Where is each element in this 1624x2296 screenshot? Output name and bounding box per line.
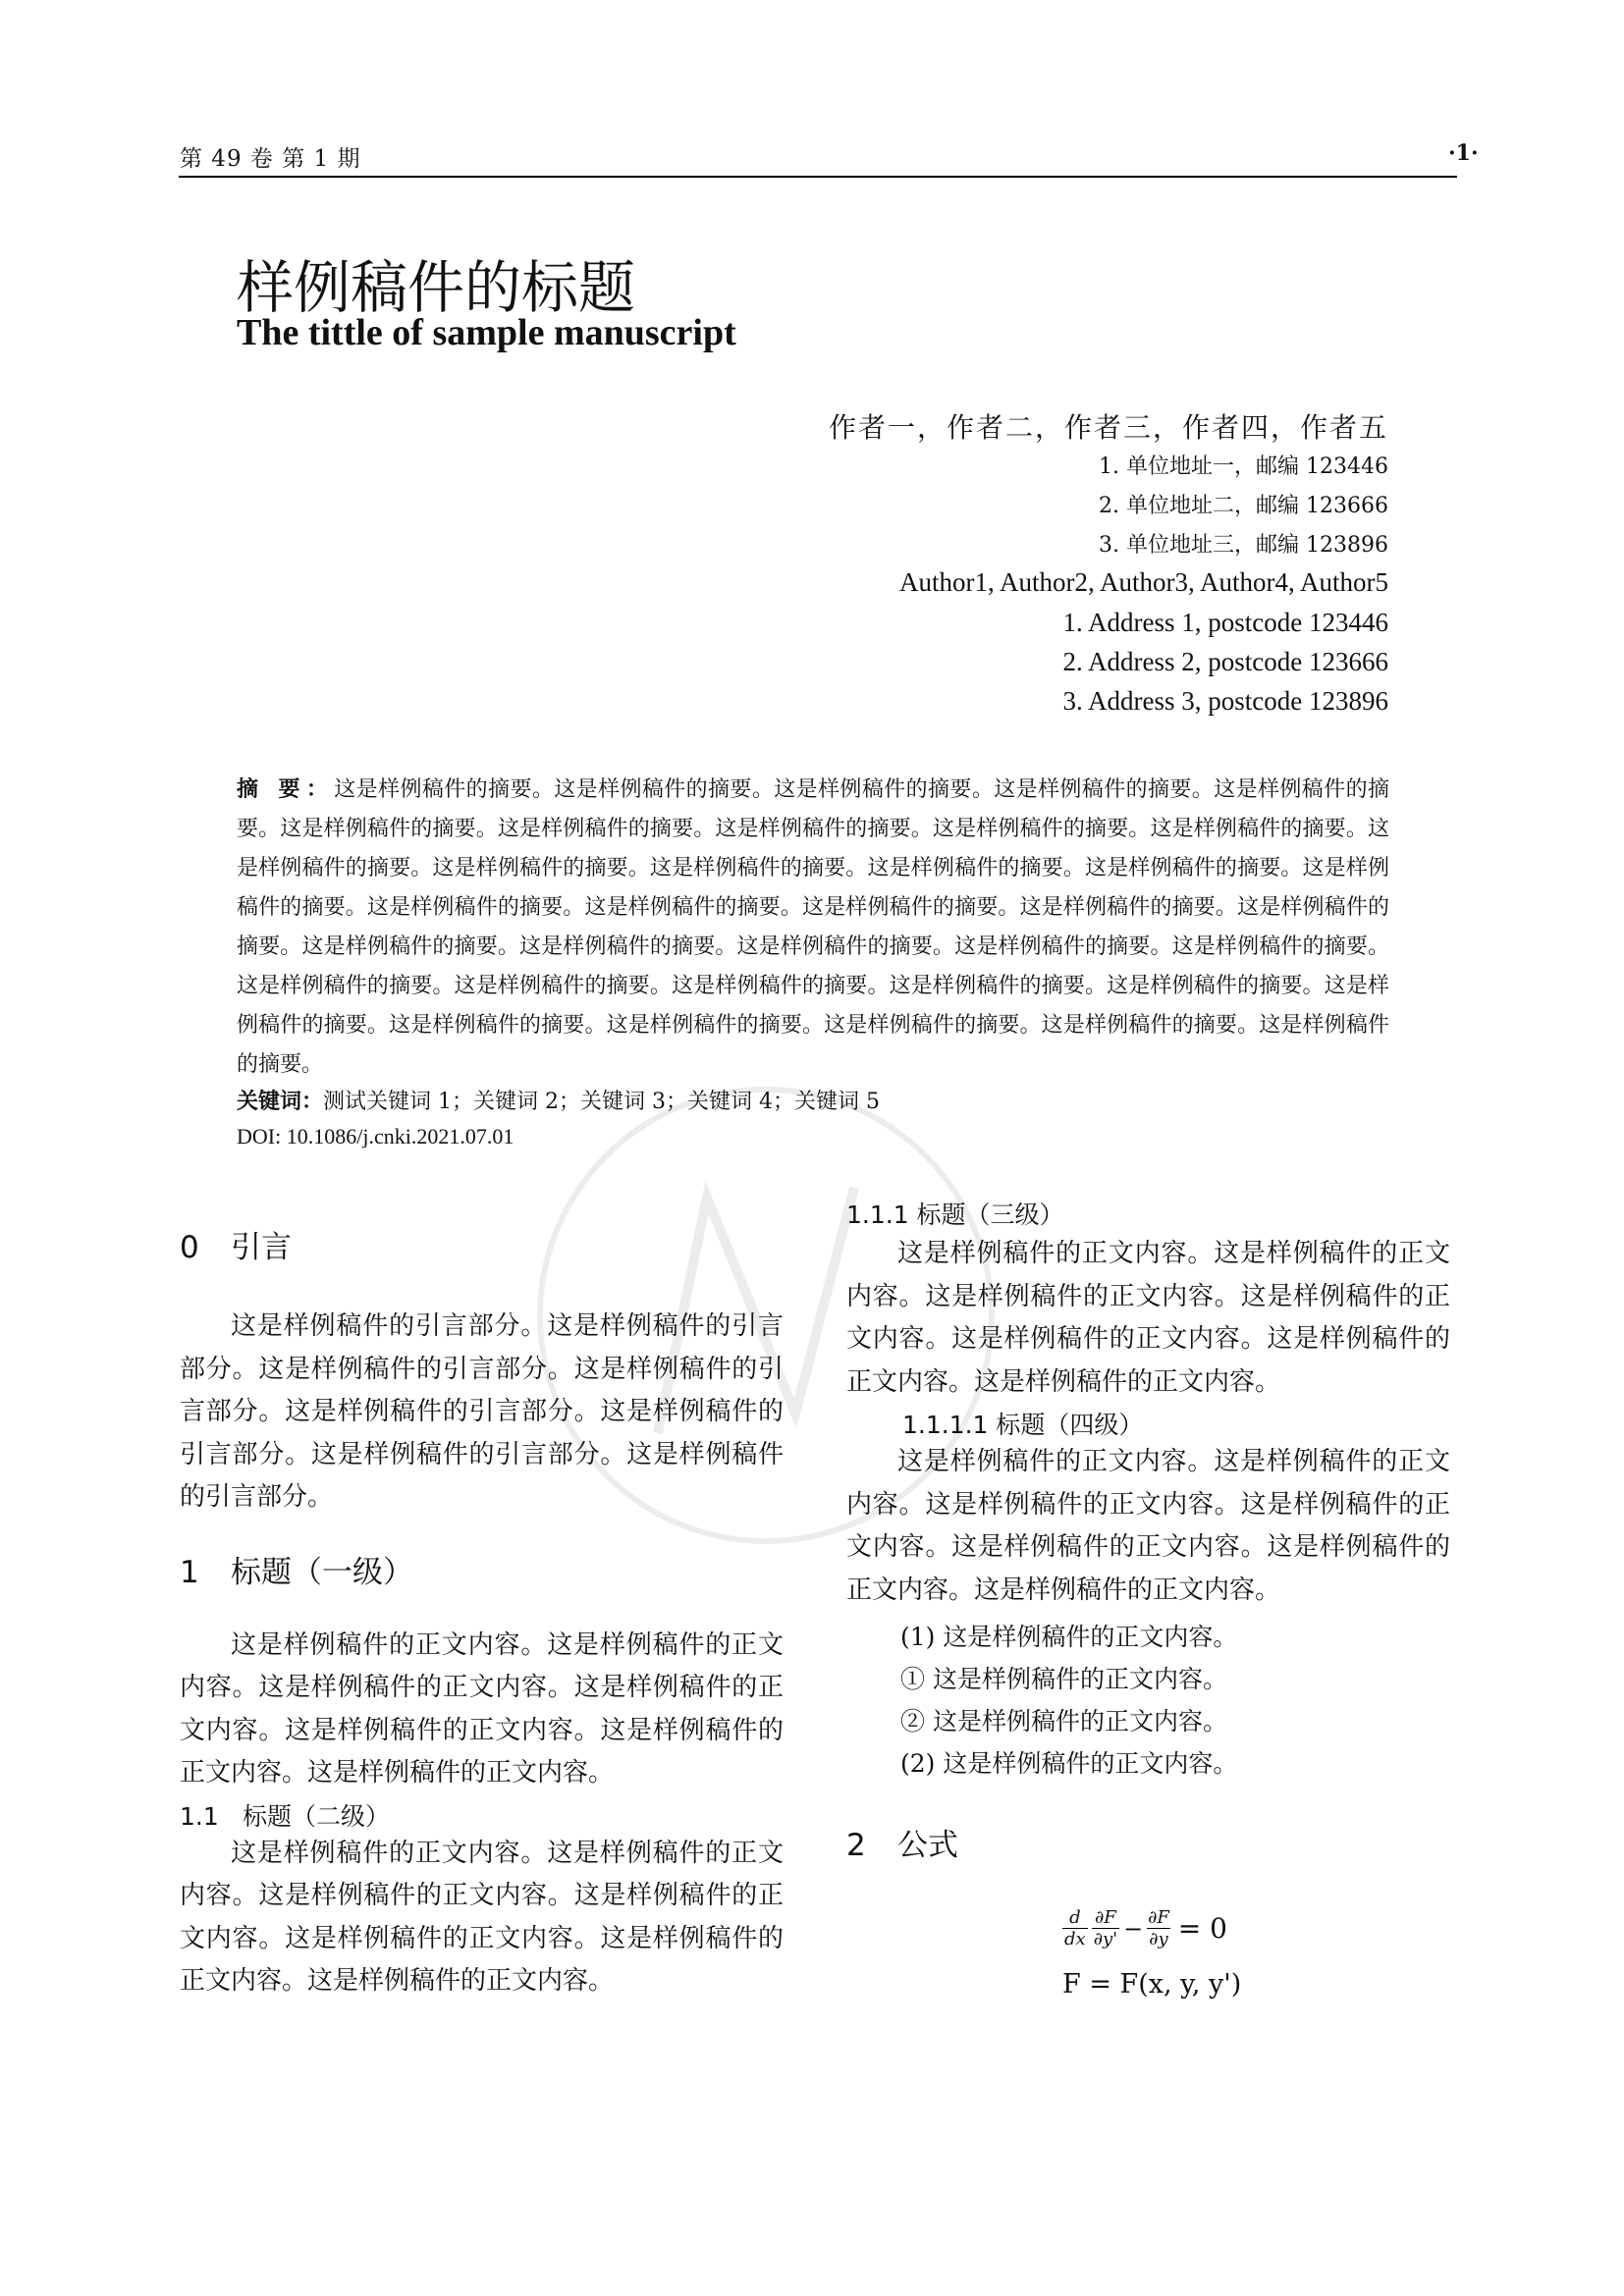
intro-paragraph: 这是样例稿件的引言部分。这是样例稿件的引言部分。这是样例稿件的引言部分。这是样例稿件的引言部分。这是样例稿件的引言部分。这是样例稿件的引言部分。这是样例稿件的引言部分。这是样例稿件的引言部分。 xyxy=(180,1311,784,1512)
right-column xyxy=(846,1196,1450,2000)
paper-title-chinese: 样例稿件的标题 xyxy=(237,254,636,321)
section-number: 0 xyxy=(180,1230,199,1265)
subsection-heading-1-1-1: 1.1.1 标题（三级） xyxy=(846,1201,1064,1229)
keywords xyxy=(237,1085,880,1115)
doi: DOI: 10.1086/j.cnki.2021.07.01 xyxy=(237,1124,514,1148)
keywords-label: 关键词： xyxy=(237,1089,324,1114)
fraction-dF-dy-prime xyxy=(1092,1907,1119,1949)
section-heading-intro xyxy=(180,1222,784,1266)
authors-english: Author1, Author2, Author3, Author4, Author5 xyxy=(899,567,1388,597)
denominator: ∂y xyxy=(1149,1929,1168,1949)
address-en-2: 2. Address 2, postcode 123666 xyxy=(1062,647,1388,676)
section-title: 公式 xyxy=(897,1828,958,1863)
journal-volume-issue: 第 49 卷 第 1 期 xyxy=(180,146,361,172)
minus-sign: − xyxy=(1123,1914,1144,1943)
subsection-heading-1-1-1-1: 1.1.1.1 标题（四级） xyxy=(902,1411,1144,1439)
address-cn-3: 3. 单位地址三，邮编 123896 xyxy=(1099,533,1388,558)
denominator: ∂y' xyxy=(1093,1929,1118,1949)
section-number: 1 xyxy=(180,1554,199,1590)
abstract-label: 摘 要： xyxy=(237,776,335,802)
subsection-heading-1-1 xyxy=(180,1797,784,1833)
address-cn-2: 2. 单位地址二，邮编 123666 xyxy=(1099,494,1388,518)
numerator: ∂F xyxy=(1148,1907,1169,1928)
subsection-title: 标题（二级） xyxy=(243,1801,391,1831)
subsection-1-1-paragraph: 这是样例稿件的正文内容。这是样例稿件的正文内容。这是样例稿件的正文内容。这是样例稿件的正文内容。这是样例稿件的正文内容。这是样例稿件的正文内容。这是样例稿件的正文内容。 xyxy=(180,1838,784,1996)
fraction-dF-dy xyxy=(1147,1907,1169,1949)
list-item: ② 这是样例稿件的正文内容。 xyxy=(900,1707,1227,1735)
section-number: 2 xyxy=(846,1828,866,1863)
formula-euler-lagrange xyxy=(1062,1907,1450,1949)
section-title: 引言 xyxy=(231,1230,292,1265)
equals-zero: = 0 xyxy=(1177,1912,1227,1945)
section-heading-2 xyxy=(846,1820,1450,1864)
subsection-1-1-1-paragraph: 这是样例稿件的正文内容。这是样例稿件的正文内容。这是样例稿件的正文内容。这是样例稿件的正文内容。这是样例稿件的正文内容。这是样例稿件的正文内容。这是样例稿件的正文内容。 xyxy=(846,1239,1450,1397)
header-divider xyxy=(179,176,1457,178)
address-cn-1: 1. 单位地址一，邮编 123446 xyxy=(1099,454,1388,479)
numerator: ∂F xyxy=(1095,1907,1116,1928)
paper-title-english: The tittle of sample manuscript xyxy=(237,312,736,353)
authors-chinese: 作者一，作者二，作者三，作者四，作者五 xyxy=(828,411,1388,444)
left-column xyxy=(180,1222,784,2003)
address-en-1: 1. Address 1, postcode 123446 xyxy=(1062,608,1388,637)
denominator: dx xyxy=(1064,1929,1086,1949)
page-number: ·1· xyxy=(1448,140,1479,166)
section-heading-1 xyxy=(180,1547,784,1591)
numerator: d xyxy=(1069,1907,1081,1928)
list-item: (2) 这是样例稿件的正文内容。 xyxy=(900,1749,1238,1778)
fraction-d-dx xyxy=(1062,1907,1088,1949)
formula-functional: F = F(x, y, y') xyxy=(1062,1969,1242,2000)
list-item: ① 这是样例稿件的正文内容。 xyxy=(900,1665,1227,1693)
section-title: 标题（一级） xyxy=(231,1554,413,1590)
abstract-text: 这是样例稿件的摘要。这是样例稿件的摘要。这是样例稿件的摘要。这是样例稿件的摘要。这是样例稿件的摘要。这是样例稿件的摘要。这是样例稿件的摘要。这是样例稿件的摘要。这是样例稿件的摘要。这是样例稿件的摘要。这是样例稿件的摘要。这是样例稿件的摘要。这是样例稿件的摘要。这是样例稿件的摘要。这是样例稿件的摘要。这是样例稿件的摘要。这是样例稿件的摘要。这是样例稿件的摘要。这是样例稿件的摘要。这是样例稿件的摘要。这是样例稿件的摘要。这是样例稿件的摘要。这是样例稿件的摘要。这是样例稿件的摘要。这是样例稿件的摘要。这是样例稿件的摘要。这是样例稿件的摘要。这是样例稿件的摘要。这是样例稿件的摘要。这是样例稿件的摘要。这是样例稿件的摘要。这是样例稿件的摘要。这是样例稿件的摘要。这是样例稿件的摘要。这是样例稿件的摘要。这是样例稿件的摘要。这是样例稿件的摘要。 xyxy=(237,777,1389,1077)
subsection-1-1-1-1-paragraph: 这是样例稿件的正文内容。这是样例稿件的正文内容。这是样例稿件的正文内容。这是样例稿件的正文内容。这是样例稿件的正文内容。这是样例稿件的正文内容。这是样例稿件的正文内容。 xyxy=(846,1447,1450,1605)
abstract xyxy=(237,770,1389,1085)
keywords-text: 测试关键词 1；关键词 2；关键词 3；关键词 4；关键词 5 xyxy=(323,1090,880,1114)
subsection-number: 1.1 xyxy=(180,1801,219,1831)
list-item: (1) 这是样例稿件的正文内容。 xyxy=(900,1623,1238,1651)
address-en-3: 3. Address 3, postcode 123896 xyxy=(1062,686,1388,716)
section-1-paragraph: 这是样例稿件的正文内容。这是样例稿件的正文内容。这是样例稿件的正文内容。这是样例稿件的正文内容。这是样例稿件的正文内容。这是样例稿件的正文内容。这是样例稿件的正文内容。 xyxy=(180,1629,784,1788)
numbered-list xyxy=(846,1616,1450,1785)
